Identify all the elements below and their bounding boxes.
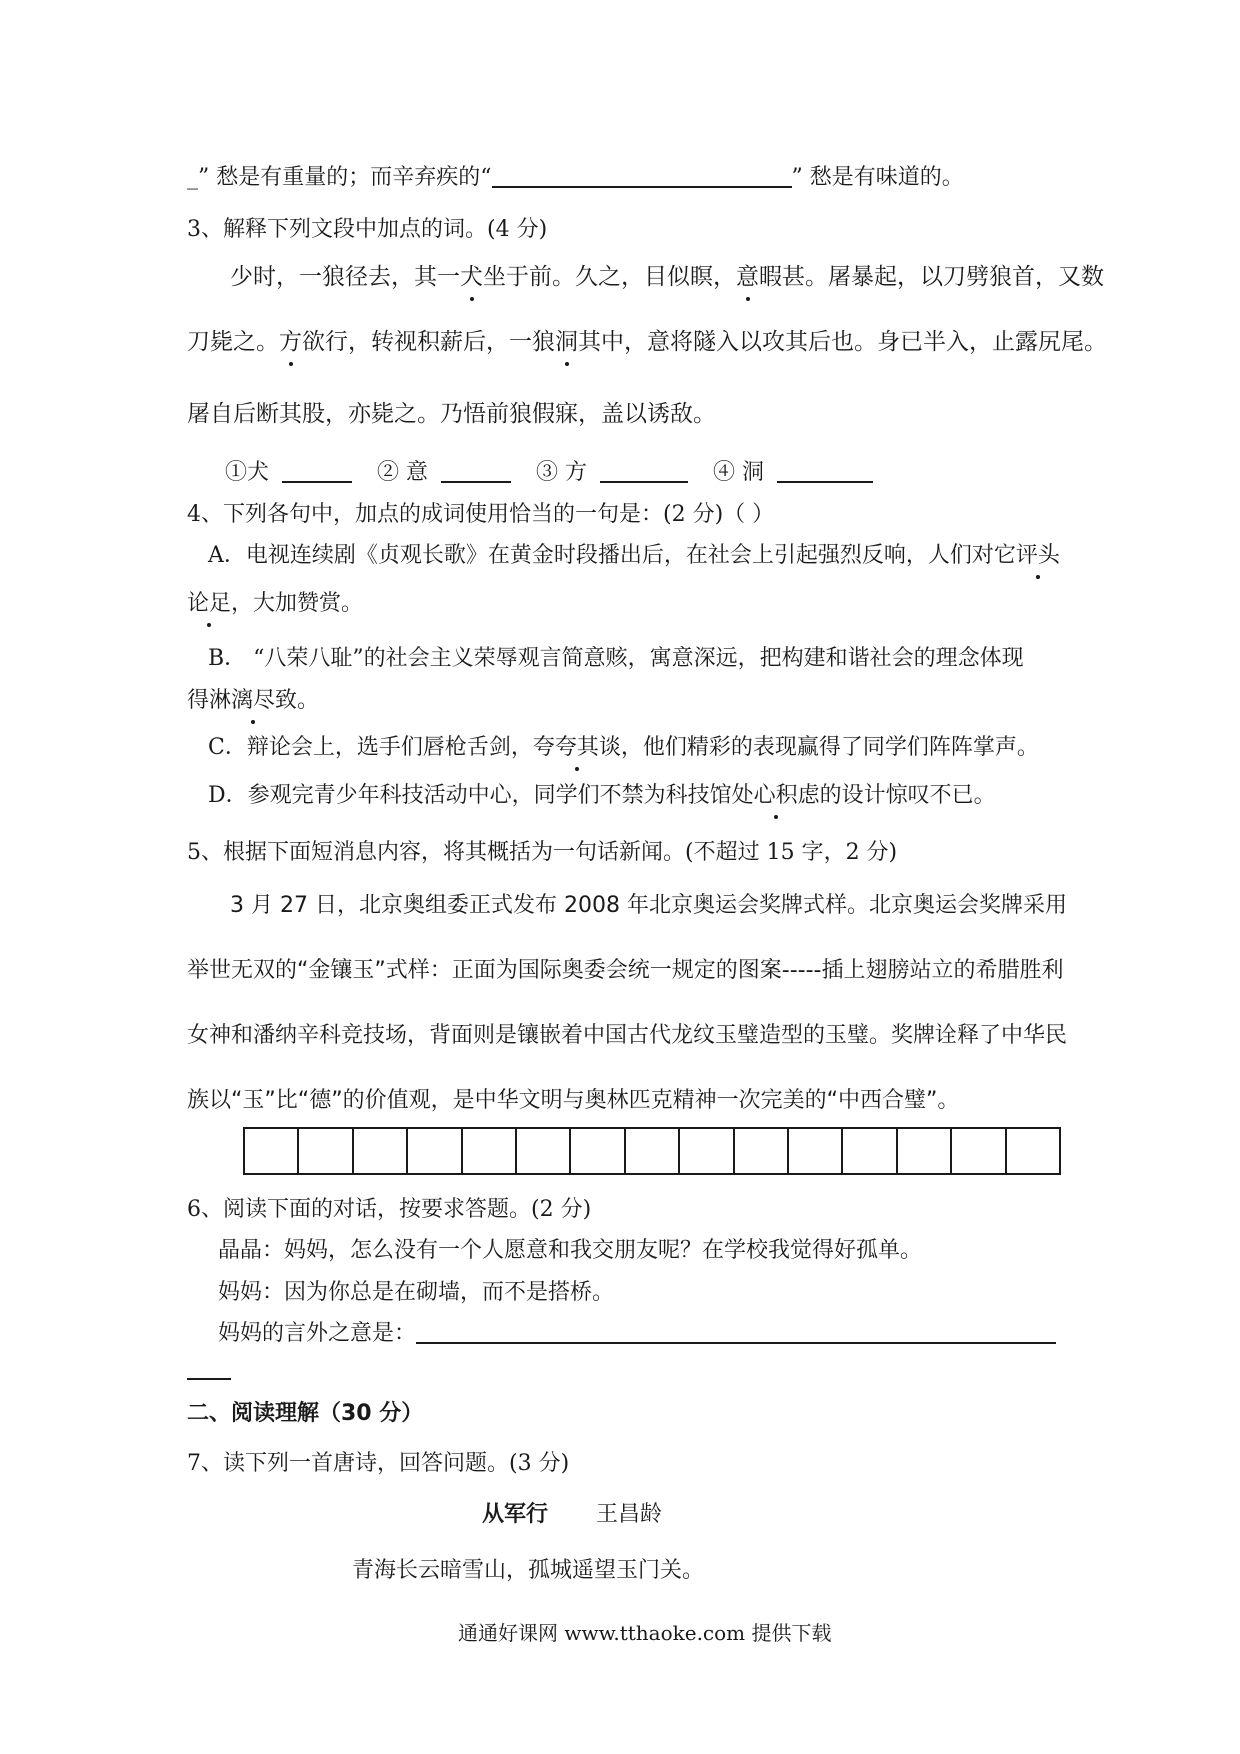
answer-grid-cell[interactable] bbox=[952, 1129, 1006, 1173]
answer-grid[interactable] bbox=[243, 1127, 1061, 1175]
dotted-word-quan: 犬 bbox=[460, 258, 483, 291]
q3-passage-line-2: 刀毙之。方欲行，转视积薪后，一狼洞其中，意将隧入以攻其后也。身已半入，止露尻尾。 bbox=[187, 323, 1107, 356]
answer-grid-cell[interactable] bbox=[626, 1129, 680, 1173]
answer-grid-cell[interactable] bbox=[735, 1129, 789, 1173]
answer-grid-cell[interactable] bbox=[463, 1129, 517, 1173]
q6-answer-blank[interactable] bbox=[416, 1341, 1056, 1344]
fill-line-1: _” 愁是有重量的；而辛弃疾的“ ” 愁是有味道的。 bbox=[187, 165, 964, 190]
q4-option-d: D．参观完青少年科技活动中心，同学们不禁为科技馆处心积虑的设计惊叹不已。 bbox=[208, 778, 996, 809]
answer-grid-cell[interactable] bbox=[1007, 1129, 1059, 1173]
q4-option-b-line-2: 得淋漓尽致。 bbox=[187, 683, 319, 714]
answer-grid-cell[interactable] bbox=[898, 1129, 952, 1173]
q3-passage-line-1: 少时，一狼径去，其一犬坐于前。久之，目似瞑，意暇甚。屠暴起，以刀劈狼首，又数 bbox=[230, 258, 1104, 291]
poem-title: 从军行 bbox=[482, 1502, 549, 1527]
answer-blank-xin-qiji[interactable] bbox=[492, 185, 792, 188]
q4-title: 4、下列各句中，加点的成词使用恰当的一句是：(2 分)（ ） bbox=[187, 502, 775, 527]
q6-prompt: 妈妈的言外之意是： bbox=[218, 1316, 1056, 1347]
answer-grid-cell[interactable] bbox=[517, 1129, 571, 1173]
q5-news-line-2: 举世无双的“金镶玉”式样：正面为国际奥委会统一规定的图案-----插上翅膀站立的希腊胜利 bbox=[187, 958, 1064, 983]
q3-item-2: ② 意 bbox=[377, 460, 429, 485]
q6-mom-line: 妈妈：因为你总是在砌墙，而不是搭桥。 bbox=[218, 1280, 615, 1305]
q5-news-line-4: 族以“玉”比“德”的价值观，是中华文明与奥林匹克精神一次完美的“中西合璧”。 bbox=[187, 1088, 960, 1113]
q5-title: 5、根据下面短消息内容，将其概括为一句话新闻。(不超过 15 字，2 分) bbox=[187, 840, 898, 865]
answer-blank-1[interactable] bbox=[282, 480, 352, 483]
q4-option-a-line-1: A．电视连续剧《贞观长歌》在黄金时段播出后，在社会上引起强烈反响，人们对它评头 bbox=[208, 538, 1060, 569]
answer-blank-4[interactable] bbox=[777, 480, 873, 483]
answer-grid-cell[interactable] bbox=[571, 1129, 625, 1173]
answer-grid-cell[interactable] bbox=[245, 1129, 299, 1173]
answer-blank-2[interactable] bbox=[441, 480, 511, 483]
answer-grid-cell[interactable] bbox=[408, 1129, 462, 1173]
poem-line-1: 青海长云暗雪山，孤城遥望玉门关。 bbox=[352, 1558, 705, 1583]
q4-option-c: C．辩论会上，选手们唇枪舌剑，夸夸其谈，他们精彩的表现赢得了同学们阵阵掌声。 bbox=[208, 730, 1039, 761]
answer-grid-cell[interactable] bbox=[680, 1129, 734, 1173]
answer-grid-cell[interactable] bbox=[843, 1129, 897, 1173]
page-footer: 通通好课网 www.tthaoke.com 提供下载 bbox=[458, 1621, 832, 1645]
q5-news-line-1: 3 月 27 日，北京奥组委正式发布 2008 年北京奥运会奖牌式样。北京奥运会奖牌采用 bbox=[230, 893, 1067, 918]
q4-option-b-line-1: B． “八荣八耻”的社会主义荣辱观言简意赅，寓意深远，把构建和谐社会的理念体现 bbox=[208, 646, 1024, 671]
answer-grid-cell[interactable] bbox=[354, 1129, 408, 1173]
q3-passage-line-3: 屠自后断其股，亦毙之。乃悟前狼假寐，盖以诱敌。 bbox=[187, 401, 716, 427]
q6-title: 6、阅读下面的对话，按要求答题。(2 分) bbox=[187, 1197, 592, 1222]
section-2-heading: 二、阅读理解（30 分） bbox=[187, 1401, 424, 1426]
poem-heading bbox=[482, 1497, 662, 1528]
answer-blank-3[interactable] bbox=[600, 480, 688, 483]
short-divider bbox=[187, 1378, 231, 1380]
dotted-word-yi: 意 bbox=[736, 258, 759, 291]
dotted-word-fang: 方 bbox=[279, 323, 302, 356]
q7-title: 7、读下列一首唐诗，回答问题。(3 分) bbox=[187, 1451, 570, 1476]
q3-item-4: ④ 洞 bbox=[713, 460, 765, 485]
q3-title: 3、解释下列文段中加点的词。(4 分) bbox=[187, 217, 548, 242]
q6-jingjing-line: 晶晶：妈妈，怎么没有一个人愿意和我交朋友呢？在学校我觉得好孤单。 bbox=[218, 1238, 923, 1263]
q4-option-a-line-2: 论足，大加赞赏。 bbox=[187, 586, 363, 617]
dotted-word-dong: 洞 bbox=[555, 323, 578, 356]
q3-item-1: ①犬 bbox=[225, 460, 270, 485]
answer-grid-cell[interactable] bbox=[299, 1129, 353, 1173]
answer-grid-cell[interactable] bbox=[789, 1129, 843, 1173]
q5-news-line-3: 女神和潘纳辛科竞技场，背面则是镶嵌着中国古代龙纹玉璧造型的玉璧。奖牌诠释了中华民 bbox=[187, 1023, 1068, 1048]
poem-author: 王昌龄 bbox=[596, 1502, 663, 1527]
q3-answer-row bbox=[225, 455, 873, 486]
q3-item-3: ③ 方 bbox=[536, 460, 588, 485]
